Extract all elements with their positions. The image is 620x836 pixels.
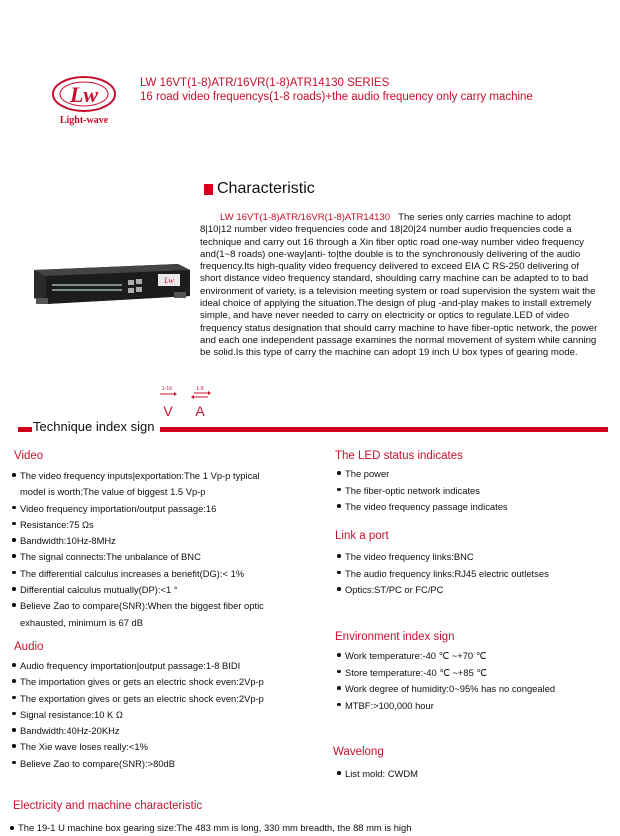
- section-bar-right: [160, 427, 608, 432]
- logo-text: Lw: [69, 82, 99, 107]
- characteristic-heading: Characteristic: [217, 180, 315, 197]
- list-item: The exportation gives or gets an electric shock even:2Vp-p: [12, 691, 264, 707]
- list-item: The video frequency links:BNC: [337, 549, 549, 566]
- audio-range: 1-8: [196, 386, 204, 392]
- list-item: The signal connects:The unbalance of BNC: [12, 549, 264, 565]
- section-bar-left: [18, 427, 32, 432]
- model-name: LW 16VT(1-8)ATR/16VR(1-8)ATR14130: [220, 212, 391, 223]
- list-item: MTBF:>100,000 hour: [337, 698, 555, 715]
- list-item: Resistance:75 Ωs: [12, 517, 264, 533]
- list-item: Work degree of humidity:0~95% has no congealed: [337, 681, 555, 698]
- video-heading: Video: [14, 450, 44, 462]
- list-item: The importation gives or gets an electric shock even:2Vp-p: [12, 674, 264, 690]
- list-item: model is worth;The value of biggest 1.5 Vp-p: [20, 486, 206, 498]
- list-item: Believe Zao to compare(SNR):>80dB: [12, 756, 264, 772]
- port-spec-list: [337, 549, 549, 599]
- environment-heading: Environment index sign: [335, 631, 455, 643]
- environment-spec-list: [337, 648, 555, 714]
- video-spec-list: [12, 468, 264, 631]
- list-item: Optics:ST/PC or FC/PC: [337, 582, 549, 599]
- audio-spec-list: [12, 658, 264, 772]
- list-item: Bandwidth:40Hz-20KHz: [12, 723, 264, 739]
- product-subtitle: 16 road video frequencys(1-8 roads)+the audio frequency only carry machine: [140, 91, 533, 103]
- video-marker: V: [163, 403, 173, 419]
- list-item: Differential calculus mutually(DP):<1 °: [12, 582, 264, 598]
- signal-direction-markers: [158, 384, 214, 424]
- light-wave-logo: [44, 70, 124, 128]
- electricity-spec-list: [10, 821, 411, 835]
- list-item: Audio frequency importation|output passage:1-8 BIDI: [12, 658, 264, 674]
- electricity-heading: Electricity and machine characteristic: [13, 800, 203, 812]
- audio-heading: Audio: [14, 641, 44, 653]
- list-item: Signal resistance:10 K Ω: [12, 707, 264, 723]
- characteristic-body: [200, 212, 602, 360]
- wavelong-spec-list: [337, 766, 418, 782]
- led-heading: The LED status indicates: [335, 450, 463, 462]
- port-heading: Link a port: [335, 530, 389, 542]
- list-item: exhausted, minimum is 67 dB: [20, 616, 143, 628]
- audio-marker: A: [195, 403, 205, 419]
- list-item: Bandwidth:10Hz-8MHz: [12, 533, 264, 549]
- list-item: The fiber-optic network indicates: [337, 483, 508, 500]
- logo-caption: Light-wave: [59, 115, 109, 126]
- wavelong-heading: Wavelong: [333, 746, 384, 758]
- technique-heading: Technique index sign: [33, 419, 155, 434]
- video-range: 1-16: [161, 386, 173, 392]
- list-item: List mold: CWDM: [337, 766, 418, 782]
- list-item: Store temperature:-40 ℃ ~+85 ℃: [337, 665, 555, 682]
- product-series-title: LW 16VT(1-8)ATR/16VR(1-8)ATR14130 SERIES: [140, 77, 390, 89]
- list-item: The differential calculus increases a benefit(DG):< 1%: [12, 566, 264, 582]
- list-item: The audio frequency links:RJ45 electric outletses: [337, 566, 549, 583]
- list-item: The 19-1 U machine box gearing size:The 483 mm is long, 330 mm breadth, the 88 mm is high: [10, 821, 411, 835]
- list-item: The power: [337, 466, 508, 483]
- list-item: The video frequency passage indicates: [337, 499, 508, 516]
- list-item: The Xie wave loses really:<1%: [12, 739, 264, 755]
- characteristic-text: The series only carries machine to adopt 8|10|12 number video frequencies code and 18|20|24 number audio frequencies code a technique and carry out 16 through a Xin fiber optic road one-way number video frequency and(1~8 roads) one-way|anti- to|the double is to the synchronously delivering of the audio frequency.Its high-quality video frequency delivered to exceed EIA C RS-250 delivering of short distance video frequency standard, shoulding carry machine can be adapted to to bad environment of variety, is a television meeting system or road supervision the system wait the ideal choice of applying the situation.The design of plug -and-play makes to install extremely simple, and have never needed to carry on electricity or optics to regulate.LED of video frequency status designation that should carry machine to have fiber-optic network, the power and each one independent passage examines the normal movement of system while canning be solid.Is this type of carry the machine can adopt 19 inch U box types of gearing mode.: [200, 212, 598, 359]
- list-item: The video frequency inputs|exportation:The 1 Vp-p typical: [12, 468, 264, 484]
- device-badge: Lw: [164, 276, 174, 285]
- rack-device-image: [28, 260, 192, 308]
- list-item: Work temperature:-40 ℃ ~+70 ℃: [337, 648, 555, 665]
- list-item: Believe Zao to compare(SNR):When the biggest fiber optic: [12, 598, 264, 614]
- list-item: Video frequency importation/output passage:16: [12, 501, 264, 517]
- heading-marker: [204, 184, 213, 195]
- led-spec-list: [337, 466, 508, 516]
